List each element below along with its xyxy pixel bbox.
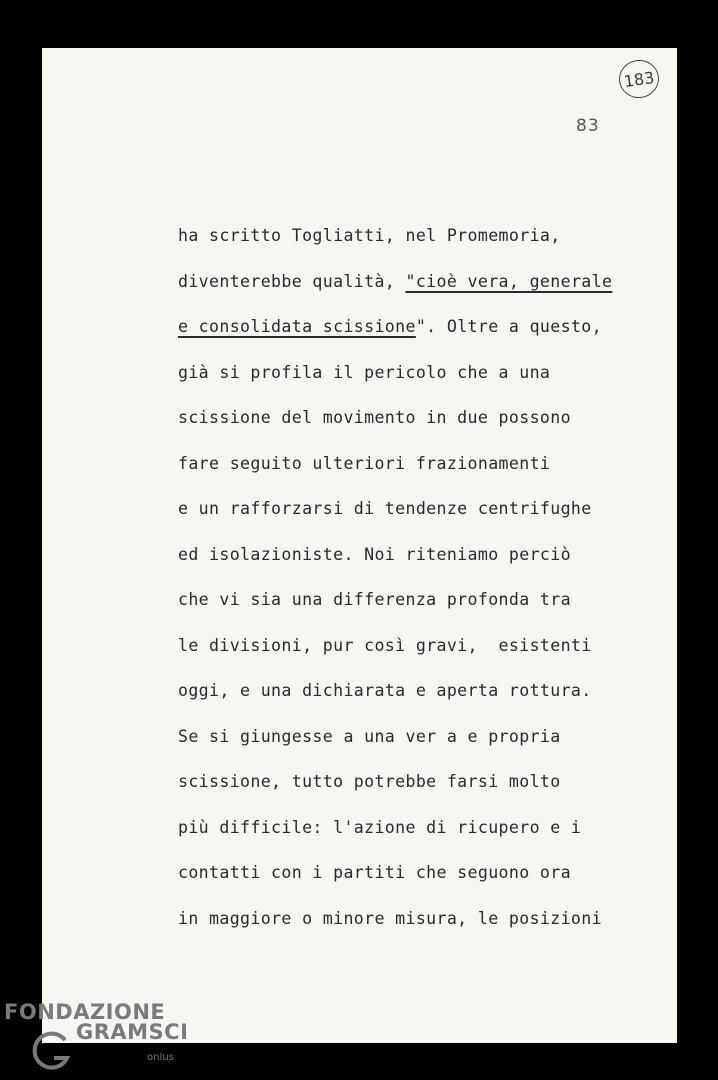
text-line: scissione del movimento in due possono bbox=[178, 408, 571, 427]
watermark-line-2: GRAMSCI bbox=[76, 1020, 189, 1044]
text-line: fare seguito ulteriori frazionamenti bbox=[178, 453, 551, 473]
handwritten-page-number: 83 bbox=[576, 116, 600, 136]
text-line: che vi sia una differenza profonda tra bbox=[178, 590, 571, 609]
underlined-quote: e consolidata scissione bbox=[178, 317, 416, 336]
watermark-line-3: onlus bbox=[147, 1052, 174, 1063]
underlined-quote: "cioè vera, generale bbox=[405, 271, 613, 291]
text-line: in maggiore o minore misura, le posizioni bbox=[178, 908, 602, 928]
text-line: e un rafforzarsi di tendenze centrifughe bbox=[178, 499, 592, 518]
watermark-line-1: FONDAZIONE bbox=[4, 1000, 166, 1024]
text-line: già si profila il pericolo che a una bbox=[178, 362, 551, 382]
text-line: più difficile: l'azione di ricupero e i bbox=[178, 817, 582, 837]
fondazione-gramsci-watermark bbox=[4, 1000, 189, 1076]
text-line: e consolidata scissione". Oltre a questo, bbox=[178, 317, 602, 336]
typed-text-body bbox=[178, 222, 678, 950]
text-line: oggi, e una dichiarata e aperta rottura. bbox=[178, 681, 592, 700]
text-line: scissione, tutto potrebbe farsi molto bbox=[178, 772, 561, 791]
g-logo-icon bbox=[32, 1030, 72, 1074]
text-line: ed isolazioniste. Noi riteniamo perciò bbox=[178, 544, 571, 564]
text-line: Se si giungesse a una ver a e propria bbox=[178, 726, 561, 746]
text-line: contatti con i partiti che seguono ora bbox=[178, 863, 571, 882]
text-line: ha scritto Togliatti, nel Promemoria, bbox=[178, 226, 561, 245]
text-line: diventerebbe qualità, "cioè vera, generale bbox=[178, 271, 613, 291]
text-line: le divisioni, pur così gravi, esistenti bbox=[178, 635, 592, 655]
archive-number: 183 bbox=[622, 67, 656, 91]
